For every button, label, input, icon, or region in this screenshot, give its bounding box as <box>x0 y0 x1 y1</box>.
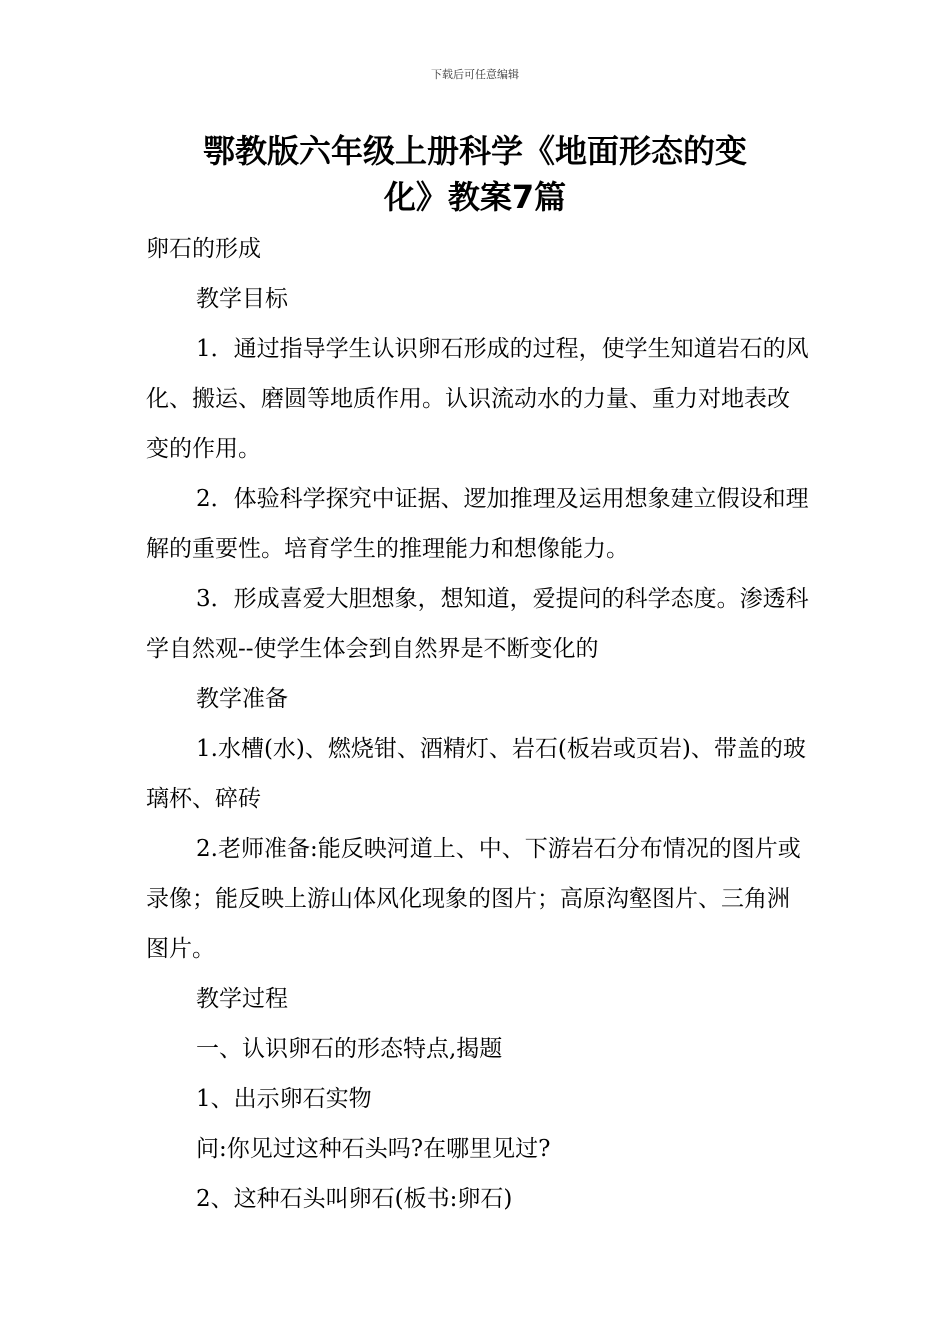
paragraph: 2.老师准备:能反映河道上、中、下游岩石分布情况的图片或录像；能反映上游山体风化现象的图片；高原沟壑图片、三角洲图片。 <box>146 836 801 962</box>
title-line-2: 化》教案7篇 <box>383 178 567 216</box>
paragraph: 1、出示卵石实物 <box>196 1086 372 1112</box>
paragraph: 1．通过指导学生认识卵石形成的过程，使学生知道岩石的风化、搬运、磨圆等地质作用。认识流动水的力量、重力对地表改变的作用。 <box>146 336 809 462</box>
paragraph: 1.水槽(水)、燃烧钳、酒精灯、岩石(板岩或页岩)、带盖的玻璃杯、碎砖 <box>146 736 806 812</box>
paragraph: 2．体验科学探究中证据、逻加推理及运用想象建立假设和理解的重要性。培育学生的推理能力和想像能力。 <box>146 486 809 562</box>
header-note: 下载后可任意编辑 <box>431 68 519 81</box>
subheading: 教学目标 <box>196 286 288 312</box>
paragraph: 问:你见过这种石头吗?在哪里见过? <box>196 1136 551 1162</box>
document-title <box>100 128 850 220</box>
section-heading: 卵石的形成 <box>146 236 261 262</box>
subheading: 教学准备 <box>196 686 288 712</box>
document-body <box>146 224 810 1224</box>
paragraph: 一、认识卵石的形态特点,揭题 <box>196 1036 503 1062</box>
title-line-1: 鄂教版六年级上册科学《地面形态的变 <box>202 132 747 170</box>
paragraph: 2、这种石头叫卵石(板书:卵石) <box>196 1186 513 1212</box>
subheading: 教学过程 <box>196 986 288 1012</box>
paragraph: 3．形成喜爱大胆想象，想知道，爱提问的科学态度。渗透科学自然观--使学生体会到自然界是不断变化的 <box>146 586 809 662</box>
